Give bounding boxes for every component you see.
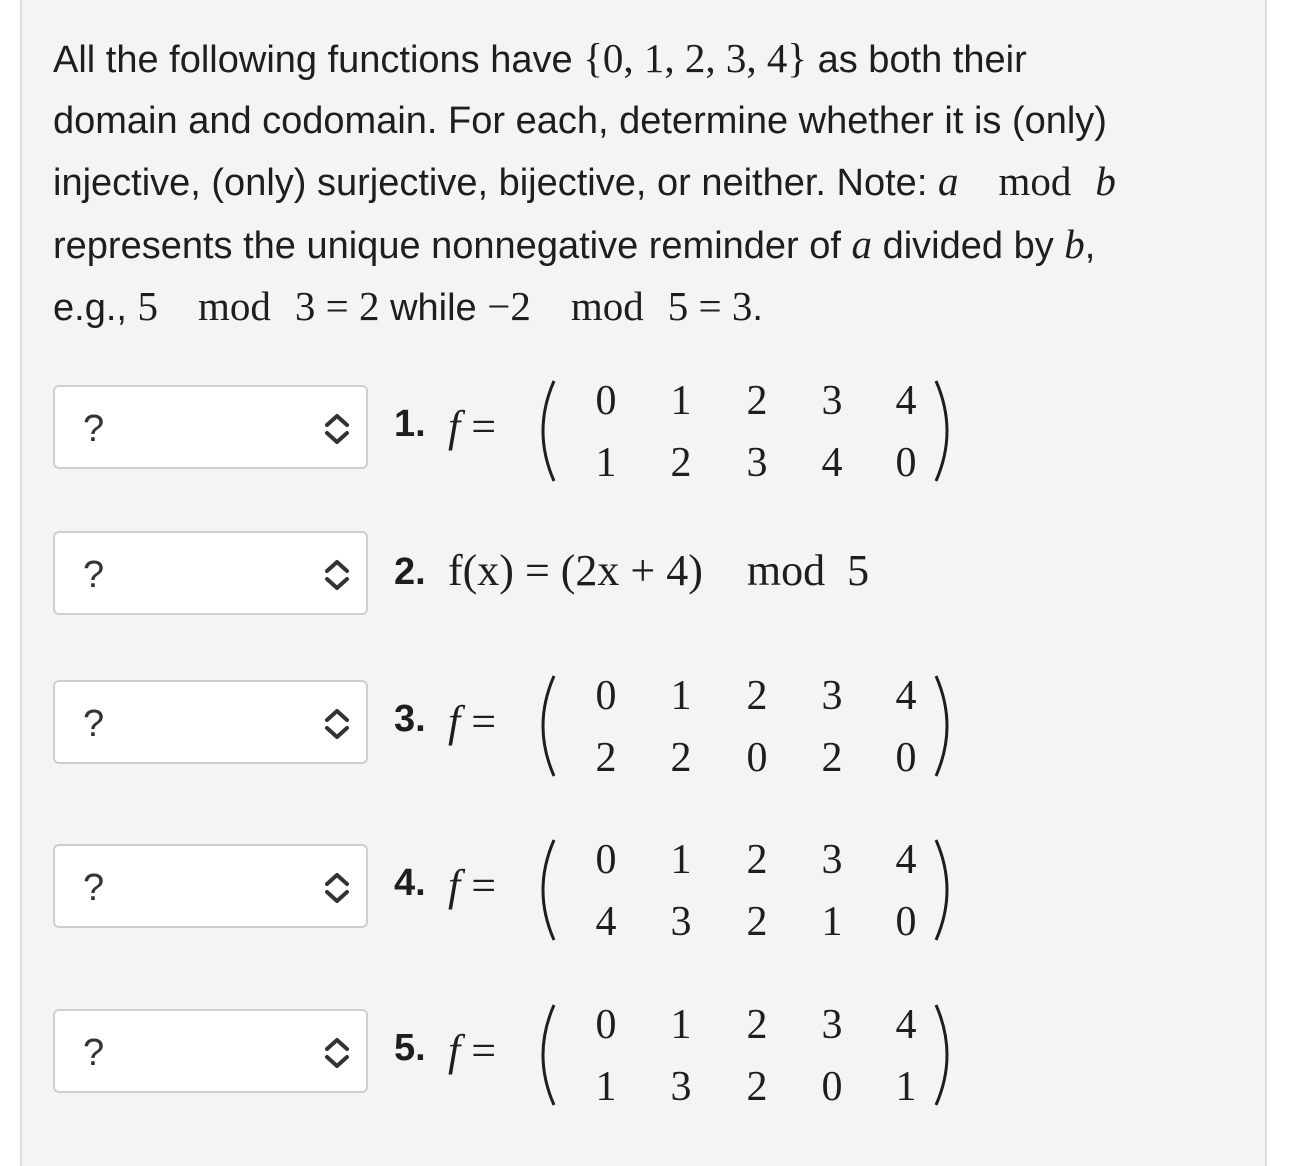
question-number: 4.: [394, 862, 426, 904]
function-name: [448, 1025, 496, 1076]
image-cell: 2: [746, 1064, 768, 1110]
image-cell: 3: [746, 440, 768, 486]
question-row-2: [53, 531, 1253, 617]
select-value: ?: [83, 703, 105, 745]
image-cell: 0: [746, 735, 768, 781]
chevron-up-down-icon: [320, 1033, 354, 1073]
function-name: [448, 696, 496, 747]
intro-line-3: [53, 151, 1248, 214]
select-value: ?: [83, 867, 105, 909]
question-number: 5.: [394, 1027, 426, 1069]
domain-cell: 1: [670, 837, 692, 883]
image-cell: 0: [895, 899, 917, 945]
question-number: 2.: [394, 551, 426, 593]
domain-cell: 0: [595, 673, 617, 719]
domain-cell: 1: [670, 378, 692, 424]
question-row-4: [53, 837, 1253, 945]
var-a: a: [851, 220, 873, 267]
domain-cell: 3: [821, 837, 843, 883]
example-2: −2: [487, 283, 531, 329]
example-2-result: 5 = 3: [667, 283, 753, 329]
image-cell: 1: [821, 899, 843, 945]
expr-text: f(x) = (2x + 4): [448, 546, 703, 595]
answer-select-1[interactable]: [53, 385, 368, 469]
intro-text: injective, (only) surjective, bijective, or neither. Note:: [53, 162, 938, 204]
domain-cell: 2: [746, 1002, 768, 1048]
mod-operator: mod: [746, 546, 826, 595]
left-paren: [530, 836, 560, 944]
intro-text: .: [752, 287, 763, 329]
question-row-1: [53, 378, 1253, 486]
question-number: 1.: [394, 403, 426, 445]
domain-cell: 3: [821, 1002, 843, 1048]
mod-value: 5: [847, 546, 870, 595]
intro-text: represents the unique nonnegative reminder of: [53, 224, 852, 267]
fn-symbol: f: [448, 697, 461, 746]
domain-set: {0, 1, 2, 3, 4}: [583, 35, 808, 81]
intro-text: as both their: [807, 39, 1027, 81]
image-cell: 1: [595, 440, 617, 486]
domain-cell: 1: [670, 1002, 692, 1048]
image-cell: 2: [746, 899, 768, 945]
domain-cell: 4: [895, 673, 917, 719]
chevron-up-down-icon: [320, 868, 354, 908]
equals-sign: =: [471, 697, 497, 746]
fn-symbol: f: [448, 402, 461, 451]
image-cell: 0: [895, 735, 917, 781]
example-1-result: 3 = 2: [294, 283, 380, 329]
intro-line-2: domain and codomain. For each, determine whether it is (only): [53, 99, 1107, 142]
equals-sign: =: [471, 861, 497, 910]
intro-text: ,: [1084, 224, 1096, 267]
image-cell: 0: [895, 440, 917, 486]
intro-text: e.g.,: [53, 287, 138, 329]
image-cell: 1: [895, 1064, 917, 1110]
image-cell: 2: [670, 735, 692, 781]
var-a: a: [937, 158, 959, 204]
chevron-up-down-icon: [320, 409, 354, 449]
chevron-up-down-icon: [320, 555, 354, 595]
mapping-matrix: [530, 377, 917, 487]
right-paren: [930, 836, 960, 944]
domain-cell: 2: [746, 378, 768, 424]
intro-text: All the following functions have: [53, 39, 584, 81]
equals-sign: =: [471, 402, 497, 451]
answer-select-2[interactable]: [53, 531, 368, 615]
image-cell: 2: [595, 735, 617, 781]
right-paren: [930, 1001, 960, 1109]
image-cell: 4: [821, 440, 843, 486]
domain-cell: 2: [746, 837, 768, 883]
image-cell: 3: [670, 1064, 692, 1110]
function-name: [448, 860, 496, 911]
domain-cell: 4: [895, 837, 917, 883]
domain-cell: 3: [821, 673, 843, 719]
domain-cell: 0: [595, 1002, 617, 1048]
right-paren: [930, 377, 960, 485]
domain-cell: 3: [821, 378, 843, 424]
right-paren: [930, 672, 960, 780]
mapping-matrix: [530, 672, 917, 782]
mod-operator: mod: [570, 283, 644, 329]
mapping-matrix: [530, 1001, 917, 1111]
example-1: 5: [137, 283, 158, 329]
question-row-3: [53, 673, 1253, 781]
mod-operator: mod: [998, 158, 1072, 204]
intro-line-5: [53, 276, 1248, 339]
mod-operator: mod: [198, 283, 271, 329]
image-cell: 4: [595, 899, 617, 945]
image-cell: 0: [821, 1064, 843, 1110]
domain-cell: 0: [595, 837, 617, 883]
var-b: b: [1095, 158, 1116, 204]
answer-select-3[interactable]: [53, 680, 368, 764]
answer-select-4[interactable]: [53, 844, 368, 928]
image-cell: 3: [670, 899, 692, 945]
intro-line-1: [53, 28, 1248, 91]
left-paren: [530, 377, 560, 485]
domain-cell: 1: [670, 673, 692, 719]
instructions: [53, 28, 1248, 339]
select-value: ?: [83, 554, 105, 596]
left-paren: [530, 1001, 560, 1109]
question-panel: [20, 0, 1267, 1166]
intro-text: divided by: [872, 224, 1065, 267]
domain-cell: 4: [895, 1002, 917, 1048]
image-cell: 1: [595, 1064, 617, 1110]
function-name: [448, 401, 496, 452]
select-value: ?: [83, 408, 105, 450]
question-row-5: [53, 1002, 1253, 1110]
domain-cell: 2: [746, 673, 768, 719]
intro-line-4: [53, 214, 1248, 277]
answer-select-5[interactable]: [53, 1009, 368, 1093]
left-paren: [530, 672, 560, 780]
image-cell: 2: [821, 735, 843, 781]
domain-cell: 4: [895, 378, 917, 424]
fn-symbol: f: [448, 1026, 461, 1075]
function-expression: [448, 545, 869, 596]
var-b: b: [1064, 220, 1085, 267]
image-cell: 2: [670, 440, 692, 486]
fn-symbol: f: [448, 861, 461, 910]
question-number: 3.: [394, 698, 426, 740]
intro-text: while: [379, 287, 488, 329]
mapping-matrix: [530, 836, 917, 946]
chevron-up-down-icon: [320, 704, 354, 744]
domain-cell: 0: [595, 378, 617, 424]
equals-sign: =: [471, 1026, 497, 1075]
select-value: ?: [83, 1032, 105, 1074]
